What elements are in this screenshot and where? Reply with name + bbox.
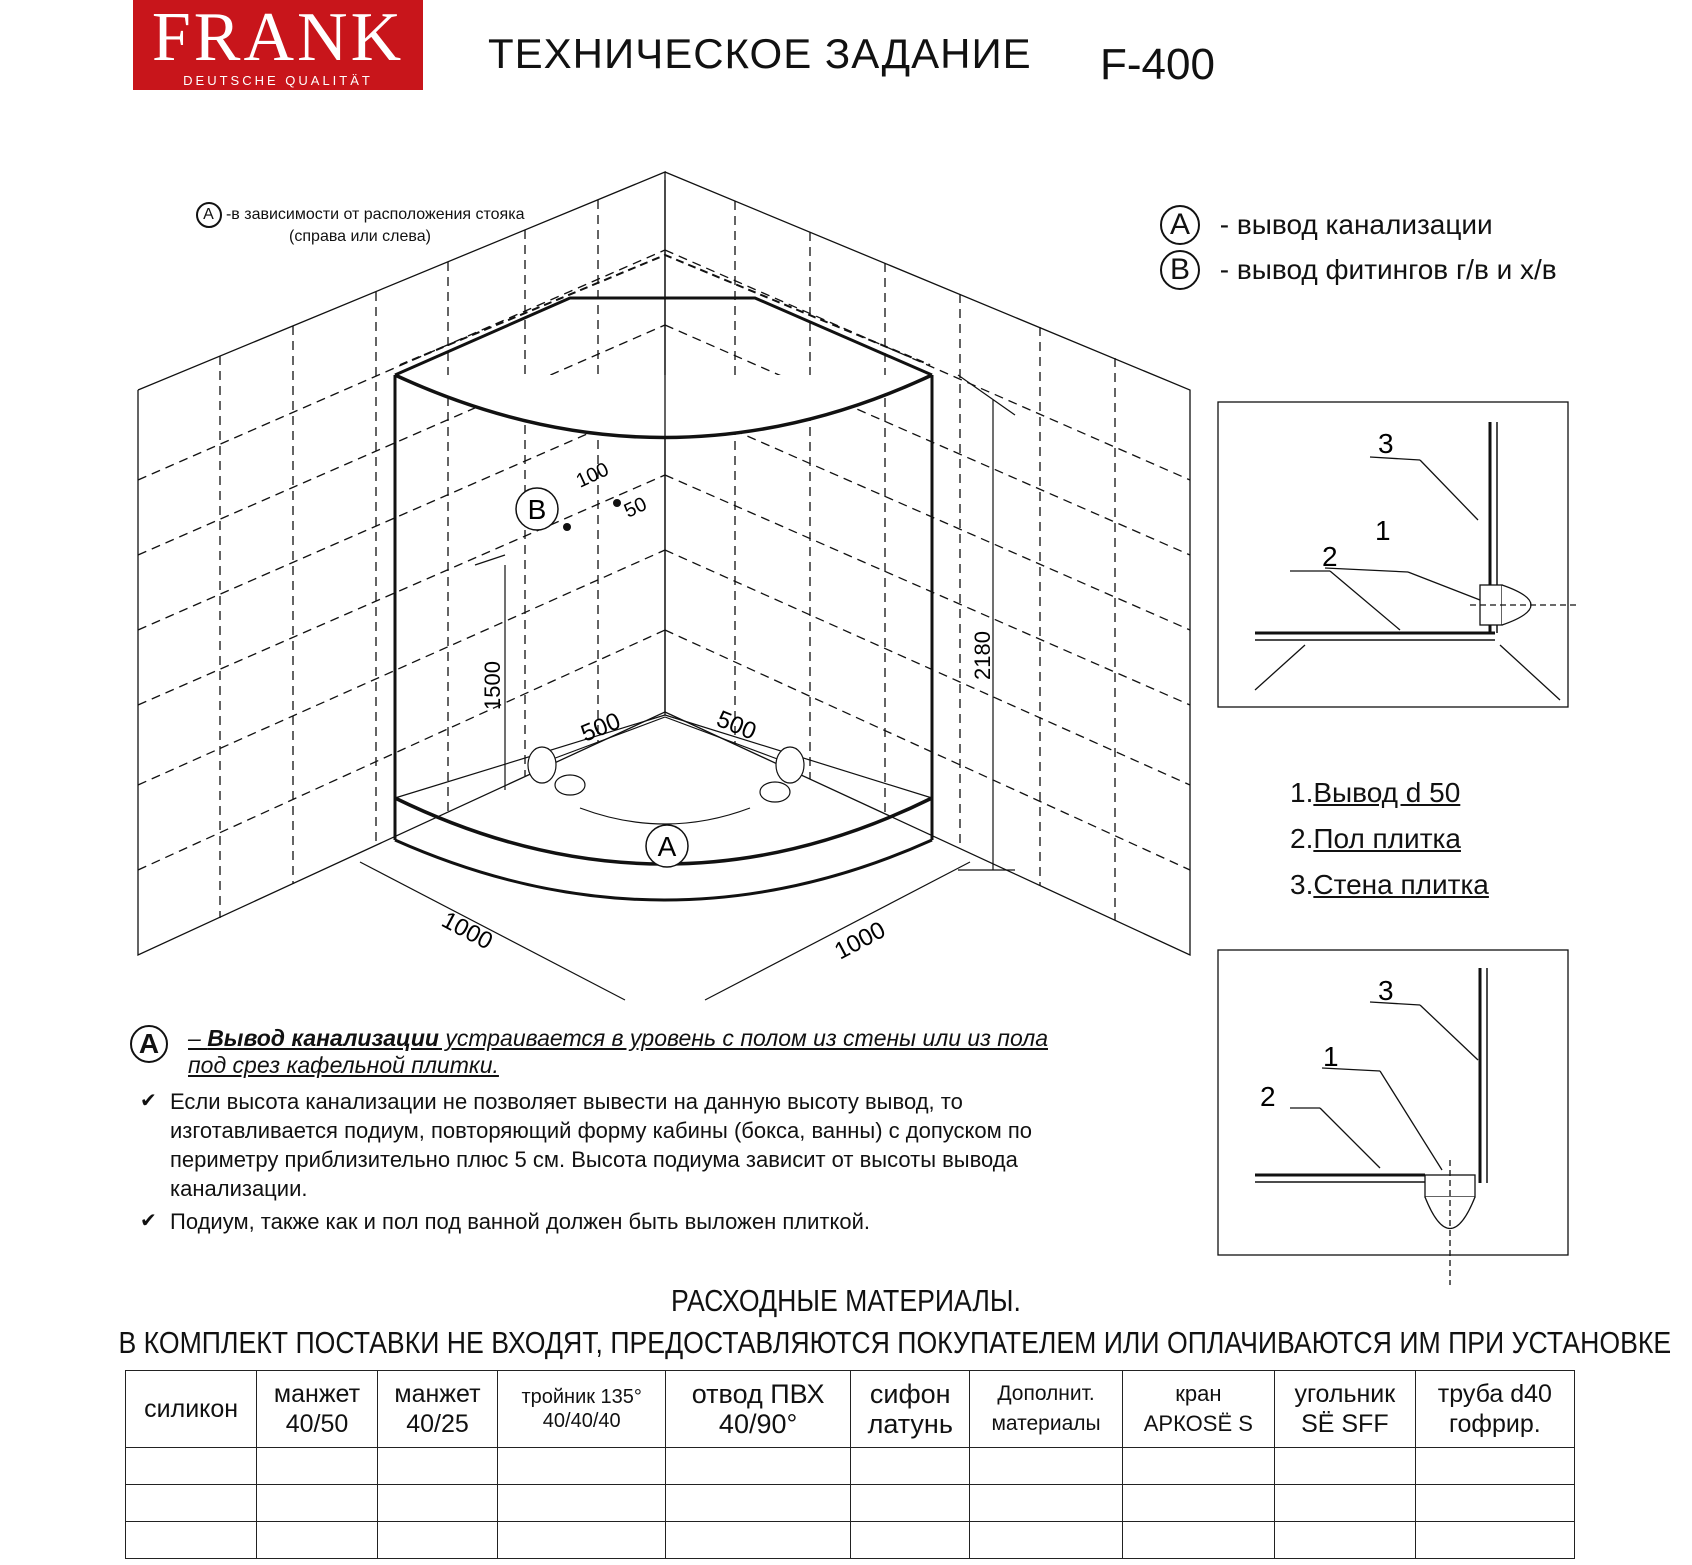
col-header bbox=[1415, 1371, 1574, 1448]
dim-1500: 1500 bbox=[480, 661, 505, 710]
col-header-line2: 40/50 bbox=[285, 1410, 349, 1438]
dimension-lines bbox=[360, 375, 1015, 1000]
detail1-label-2: 2 bbox=[1322, 541, 1338, 572]
table-cell bbox=[377, 1448, 497, 1485]
marker-b: B bbox=[527, 494, 547, 525]
detail2-label-1: 1 bbox=[1323, 1041, 1339, 1072]
dim-500-right: 500 bbox=[712, 705, 760, 746]
detail1-label-3: 3 bbox=[1378, 428, 1394, 459]
col-header-line2: 40/90° bbox=[718, 1409, 798, 1439]
parts-text: Стена плитка bbox=[1313, 869, 1489, 900]
table-cell bbox=[851, 1448, 970, 1485]
col-header bbox=[970, 1371, 1122, 1448]
table-cell bbox=[126, 1485, 257, 1522]
col-header bbox=[1122, 1371, 1274, 1448]
col-header-line1: манжет bbox=[273, 1380, 361, 1408]
bullet-item bbox=[140, 1087, 1190, 1203]
table-cell bbox=[1275, 1522, 1416, 1559]
legend-b-marker: B bbox=[1160, 250, 1200, 290]
table-cell bbox=[666, 1448, 851, 1485]
dim-50: 50 bbox=[620, 493, 651, 523]
table-cell bbox=[1122, 1448, 1274, 1485]
riser-note bbox=[160, 202, 560, 246]
table-cell bbox=[257, 1448, 377, 1485]
section-a-line2: под срез кафельной плитки. bbox=[188, 1052, 499, 1078]
table-cell bbox=[126, 1448, 257, 1485]
table-cell bbox=[851, 1485, 970, 1522]
col-header-line2: SЁ SFF bbox=[1301, 1410, 1389, 1438]
materials-title: РАСХОДНЫЕ МАТЕРИАЛЫ. bbox=[671, 1283, 1021, 1318]
legend-a-text: - вывод канализации bbox=[1219, 209, 1493, 240]
parts-text: Вывод d 50 bbox=[1313, 777, 1461, 808]
col-header bbox=[851, 1371, 970, 1448]
col-header bbox=[1275, 1371, 1416, 1448]
dim-100: 100 bbox=[572, 458, 613, 493]
table-cell bbox=[1415, 1448, 1574, 1485]
parts-num: 1. bbox=[1290, 777, 1314, 808]
logo-tagline: DEUTSCHE QUALITÄT bbox=[183, 73, 373, 88]
col-header-line2: материалы bbox=[991, 1412, 1101, 1435]
detail-drawing-wall-outlet bbox=[1218, 402, 1580, 707]
riser-note-marker: A bbox=[196, 202, 222, 228]
col-header-line1: сифон bbox=[869, 1379, 951, 1409]
table-cell bbox=[1122, 1522, 1274, 1559]
col-header bbox=[666, 1371, 851, 1448]
table-cell bbox=[666, 1485, 851, 1522]
col-header-line1: Дополнит. bbox=[997, 1382, 1095, 1405]
riser-note-line1: -в зависимости от расположения стояка bbox=[225, 206, 525, 223]
table-cell bbox=[1415, 1522, 1574, 1559]
legend-b bbox=[1160, 250, 1557, 290]
col-header-line2: АРКОSЁ S bbox=[1143, 1411, 1253, 1436]
materials-header-row bbox=[126, 1371, 1575, 1448]
check-icon: ✔ bbox=[140, 1090, 157, 1112]
col-header-line1: силикон bbox=[144, 1395, 239, 1423]
parts-list-item bbox=[1290, 770, 1489, 816]
table-row bbox=[126, 1448, 1575, 1485]
model-number: F-400 bbox=[1100, 40, 1215, 89]
col-header-line1: манжет bbox=[394, 1380, 481, 1408]
table-cell bbox=[498, 1448, 666, 1485]
materials-table bbox=[125, 1370, 1575, 1559]
table-cell bbox=[377, 1522, 497, 1559]
materials-subtitle: В КОМПЛЕКТ ПОСТАВКИ НЕ ВХОДЯТ, ПРЕДОСТАВЛЯЮТСЯ ПОКУПАТЕЛЕМ ИЛИ ОПЛАЧИВАЮТСЯ ИМ ПРИ УСТАНОВКЕ bbox=[118, 1325, 1672, 1360]
table-cell bbox=[970, 1448, 1122, 1485]
col-header bbox=[126, 1371, 257, 1448]
table-cell bbox=[1415, 1485, 1574, 1522]
table-cell bbox=[498, 1485, 666, 1522]
table-cell bbox=[970, 1485, 1122, 1522]
section-a-bold: Вывод канализации bbox=[207, 1025, 439, 1051]
detail2-label-3: 3 bbox=[1378, 975, 1394, 1006]
check-icon: ✔ bbox=[140, 1210, 157, 1232]
table-cell bbox=[377, 1485, 497, 1522]
page-title: ТЕХНИЧЕСКОЕ ЗАДАНИЕ bbox=[488, 30, 1032, 77]
bullet-item bbox=[140, 1207, 1190, 1236]
col-header-line1: труба d40 bbox=[1437, 1380, 1552, 1408]
fitting-points bbox=[563, 499, 621, 531]
parts-text: Пол плитка bbox=[1313, 823, 1461, 854]
legend-b-text: - вывод фитингов г/в и х/в bbox=[1219, 254, 1557, 285]
dim-1000-left: 1000 bbox=[437, 906, 498, 956]
col-header bbox=[377, 1371, 497, 1448]
col-header-line1: угольник bbox=[1294, 1380, 1396, 1408]
col-header bbox=[498, 1371, 666, 1448]
section-a-line1: – Вывод канализации устраивается в уровень с полом из стены или из пола bbox=[188, 1025, 1049, 1051]
col-header-line1: тройник 135° bbox=[521, 1386, 642, 1408]
table-row bbox=[126, 1522, 1575, 1559]
table-cell bbox=[1275, 1448, 1416, 1485]
col-header-line1: отвод ПВХ bbox=[691, 1379, 825, 1409]
col-header-line2: 40/40/40 bbox=[542, 1410, 621, 1432]
table-cell bbox=[1275, 1485, 1416, 1522]
legend-a-marker: A bbox=[1160, 205, 1200, 245]
table-row bbox=[126, 1485, 1575, 1522]
marker-a: A bbox=[657, 831, 677, 862]
table-cell bbox=[126, 1522, 257, 1559]
bullet-text: Подиум, также как и пол под ванной должен быть выложен плиткой. bbox=[170, 1209, 870, 1234]
dim-2180: 2180 bbox=[970, 631, 995, 680]
sewer-outlet-notes bbox=[130, 1025, 1190, 1236]
parts-list-item bbox=[1290, 862, 1489, 908]
cabin-outline bbox=[395, 180, 932, 900]
drain-fixtures bbox=[528, 747, 804, 802]
parts-num: 2. bbox=[1290, 823, 1314, 854]
col-header-line2: латунь bbox=[867, 1409, 953, 1439]
table-cell bbox=[970, 1522, 1122, 1559]
parts-num: 3. bbox=[1290, 869, 1314, 900]
bullet-text: Если высота канализации не позволяет вывести на данную высоту вывод, то изготавливается подиум, повторяющий форму кабины (бокса, ванны) с допуском по периметру приблизительно плюс 5 см. Высота подиума зависит от высоты вывода канализации. bbox=[170, 1089, 1033, 1201]
table-cell bbox=[1122, 1485, 1274, 1522]
parts-list-item bbox=[1290, 816, 1489, 862]
parts-list bbox=[1290, 770, 1489, 908]
col-header-line2: гофрир. bbox=[1448, 1410, 1541, 1438]
section-a-marker: A bbox=[130, 1025, 168, 1063]
dim-500-left: 500 bbox=[577, 707, 625, 748]
col-header-line2: 40/25 bbox=[406, 1410, 469, 1438]
table-cell bbox=[257, 1485, 377, 1522]
col-header bbox=[257, 1371, 377, 1448]
detail2-label-2: 2 bbox=[1260, 1081, 1276, 1112]
detail1-label-1: 1 bbox=[1375, 515, 1391, 546]
table-cell bbox=[666, 1522, 851, 1559]
table-cell bbox=[498, 1522, 666, 1559]
col-header-line1: кран bbox=[1175, 1381, 1222, 1406]
riser-note-line2: (справа или слева) bbox=[289, 228, 431, 245]
logo-brand: FRANK bbox=[151, 0, 405, 76]
section-a-rest: устраивается в уровень с полом из стены или из пола bbox=[438, 1025, 1049, 1051]
legend-a bbox=[1160, 205, 1493, 245]
table-cell bbox=[851, 1522, 970, 1559]
dim-1000-right: 1000 bbox=[830, 916, 890, 966]
table-cell bbox=[257, 1522, 377, 1559]
